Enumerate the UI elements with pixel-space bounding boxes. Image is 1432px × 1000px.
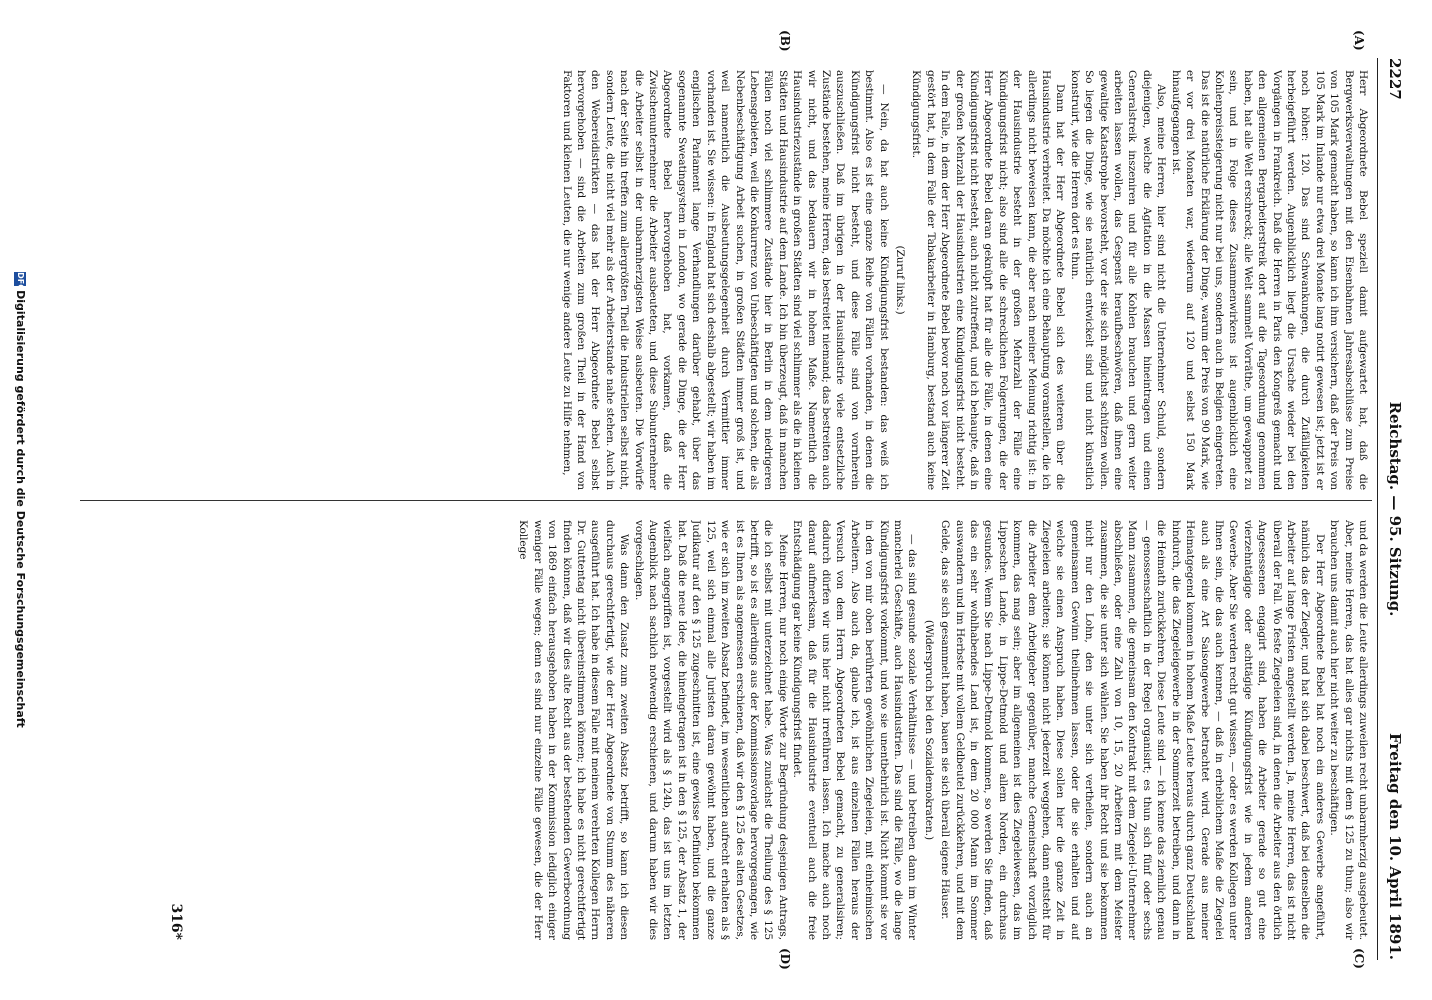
paragraph: Was dann den Zusatz zum zweiten Absatz betrifft, so kann ich diesen durchaus gerechtfertigt, wie der Herr Abgeordnete von Stumm des näheren ausgeführt hat. Ich habe in diesem Falle mit meinem verehrten Kollegen Herrn Dr. Guttentag nicht übereinstimmen können; ich habe es nicht gerechtfertigt finden können, daß wir dies alte Recht aus der bestehenden Gewerbeordnung von 1869 einfach herausgehoben haben in der Kommission lediglich einiger weniger Fälle wegen; denn es sind nur einzelne Fälle gewesen, die der Herr Kollege [517,520,631,940]
right-column [190,520,1370,940]
digitization-text: Digitalisierung gefördert durch die Deutsche Forschungsgemeinschaft [14,290,27,728]
page-header [1382,58,1404,960]
left-column [190,70,1370,490]
paragraph: Also, meine Herren, hier sind nicht die Unternehmer Schuld, sondern diejenigen, welche die Agitation in die Massen hineintragen und einen Generalstreik inszeniren und für alle Kohlen brauchen und gern weiter arbeiten lassen wollen, das Gespenst heraufbeschwören, daß ihnen eine gewaltige Katastrophe bevorsteht, vor der sie sich möglichst schützen wollen. So liegen die Dinge, wie sie natürlich entwickelt sind und nicht künstlich konstruirt, wie die Herren dort es thun. [1068,70,1168,490]
column-divider [80,500,1372,501]
margin-marker-a: (A) [1352,30,1366,51]
session-date: Freitag den 10. April 1891. [1386,733,1404,960]
signature-mark: 316* [168,903,184,940]
paragraph: Dann hat der Herr Abgeordnete Bebel sich des weiteren über die Hausindustrie verbreitet. Da möchte ich eine Behauptung voranstellen, die ich allerdings nicht beweisen kann, die aber nach meiner Meinung richtig ist: in der Hausindustrie besteht in der großen Mehrzahl der Fälle eine Kündigungsfrist nicht; also sind alle die schrecklichen Folgerungen, die der Herr Abgeordnete Bebel daran geknüpft hat für alle die Fälle, in denen eine Kündigungsfrist nicht besteht, auch nicht zutreffend, und ich behaupte, daß in der großen Mehrzahl der Hausindustrien eine Kündigungsfrist nicht besteht. In dem Falle, in dem der Herr Abgeordnete Bebel bevor noch vor längerer Zeit gestört hat, in dem Falle der Tabakarbeiter in Hamburg, bestand auch keine Kündigungsfrist. [910,70,1067,490]
paragraph: — Nein, da hat auch keine Kündigungsfrist bestanden: das weiß ich bestimmt. Also es ist eine ganze Reihe von Fällen vorhanden, in denen die Kündigungsfrist nicht besteht, und diese Fälle sind von vornherein auszuschließen. Daß im übrigen in der Hausindustrie viele entsetzliche Zustände bestehen, meine Herren, das bestreitet niemand; das bestreiten auch wir nicht, und das bedauern wir in hohem Maße. Namentlich die Hausindustriezustände in großen Städten sind viel schlimmer als die in kleinen Städten und Hausindustrie auf dem Lande. Ich bin überzeugt, daß in manchen Fällen noch viel schlimmere Zustände hier in Berlin in dem niedrigeren Lebensgebieten, weil die Konkurrenz von Unbeschäftigten und solchen, die als Nebenbeschäftigung Arbeit suchen, in großen Städten immer groß ist, und weil namentlich die Ausbeutungsgelegenheit durch Vermittler immer vorhanden ist. Sie wissen: in England hat sich deshalb abgestellt; wir haben im englischen Parlament lange Verhandlungen darüber gehabt, über das sogenannte Sweatingsystem in London, wo gerade die Dinge, die der Herr Abgeordnete Bebel hervorgehoben hat, vorkamen, daß die Zwischenunternehmer die Arbeiter ausbeuteten, und diese Subunternehmer die Arbeiter selbst in der unbarmherzigsten Weise ausbeuten. Die Vorwürfe nach der Seite hin treffen zum allergrößten Theil die Industriellen selbst nicht, sondern Leute, die nicht viel mehr als der Arbeiterstande nahe stehen. Auch in den Webereidistrikten — das hat der Herr Abgeordnete Bebel selbst hervorgehoben — sind die Arbeiten zum großen Theil in der Hand von Faktoren und kleinen Leuten, die nur wenige andere Leute zu Hilfe nehmen, [560,70,890,490]
paragraph: — das sind gesunde soziale Verhältnisse — und betreiben dann im Winter mancherlei Geschäfte, auch Hausindustrien. Das sind die Fälle, wo die lange Kündigungsfrist vorkommt, und wo sie unentbehrlich ist. Nicht kommt sie vor in den von mir oben berührten gewöhnlichen Ziegeleien, mit einheimischen Arbeitern. Also auch da, glaube ich, ist aus einzelnen Fällen heraus der Versuch von dem Herrn Abgeordneten Bebel gemacht, zu generalisiren; dadurch dürfen wir uns hier nicht irreführen lassen. Ich mache auch noch darauf aufmerksam, daß für die Hausindustrie eventuell auch die freie Entschädigung gar keine Kündigungsfrist findet. [791,520,919,940]
interjection: (Widerspruch bei den Sozialdemokraten.) [922,619,935,841]
margin-marker-d: (D) [778,948,792,970]
paragraph: Der Herr Abgeordnete Bebel hat noch ein anderes Gewerbe angeführt, nämlich das der Ziegler, und hat sich dabei beschwert, daß bei denselben die Arbeiter auf lange Fristen angestellt werden. Ja, meine Herren, das ist nicht überall der Fall. Wo feste Ziegeleien sind, in denen die Arbeiter aus den örtlich Angesessenen engagirt sind, haben die Arbeiter gerade so gut eine vierzehntägige oder achttägige Kündigungsfrist wie in jedem anderen Gewerbe. Aber Sie werden recht gut wissen, — oder es werden Kollegen unter Ihnen sein, die das auch kennen, — daß in erheblichem Maße die Ziegelei auch als eine Art Saisongewerbe betrachtet wird. Gerade aus meiner Heimatgegend kommen in hohem Maße Leute heraus durch ganz Deutschland hindurch, die das Ziegeleigewerbe in der Sommerzeit betreiben, und dann in die Heimath zurückkehren. Diese Leute sind — ich kenne das ziemlich genau — genossenschaftlich in der Regel organisirt; es thun sich fünf oder sechs Mann zusammen, die gemeinsam den Kontrakt mit dem Ziegelei-Unternehmer abschließen, oder eine Zahl von 10, 15, 20 Arbeitern mit dem Meister zusammen, die sie unter sich wählen. Sie haben ihr Recht und sie bekommen nicht nur den Lohn, den sie unter sich vertheilen, sondern auch an gemeinsamen Gewinn theilnehmen lassen, oder die sie erhalten und auf welche sie einen Anspruch haben. Diese sollen hier die ganze Zeit in Ziegeleien arbeiten; sie können nicht jederzeit weggehen, dann entsteht für die Arbeiter dem Arbeitgeber gegenüber, manche Gemeinschaft vorzüglich kommen, das mag sein; aber im allgemeinen ist dies Ziegeleiwesen, das im Lippeschen Lande, in Lippe-Detmold und allem Norden, ein durchaus gesundes. Wenn Sie nach Lippe-Detmold kommen, so werden Sie finden, daß das ein sehr wohlhabendes Land ist, in dem 20 000 Mann im Sommer auswandern und im Herbste mit vollem Geldbeutel zurückkehren, und mit dem Gelde, das sie sich gesammelt haben, bauen sie sich überall eigene Häuser. [939,520,1326,940]
digitization-credit [14,0,27,1000]
header-rule [1377,58,1378,960]
interjection: (Zuruf links.) [894,245,906,315]
page-number: 2227 [1386,58,1404,100]
paragraph: und da werden die Leute allerdings zuweilen recht unbarmherzig ausgebeutet. Aber, meine Herren, das hat alles gar nichts mit dem § 125 zu thun; also wir brauchen uns damit auch hier nicht weiter zu beschäftigen. [1328,520,1369,940]
session-title: Reichstag. — 95. Sitzung. [1386,401,1404,617]
paragraph: Meine Herren, nur noch einige Worte zur Begründung desjenigen Antrags, die ich selbst mit unterzeichnet habe. Was zunächst die Theilung des § 125 betrifft, so ist es allerdings aus der Kommissionsvorlage hervorgegangen, wie ist es Ihnen als angemessen erschienen, daß wir den § 125 des alten Gesetzes, wie er sich im zweiten Absatz befindet, im wesentlichen aufrecht erhalten als § 125, weil sich einmal alle Juristen daran gewöhnt haben, und die ganze Judikatur auf den § 125 zugeschnitten ist, eine gewisse Definition bekommen hat. Daß die neue Idee, die hineingetragen ist in den § 125, der Absatz 1, der vielfach angegriffen ist, vorgestellt wird als § 124b, das ist uns im letzten Augenblick nach sachlich notwendig erschienen, und darum haben wir dies vorgeschlagen. [632,520,789,940]
dfg-logo-icon: DFG [16,272,25,291]
margin-marker-c: (C) [1352,948,1366,969]
paragraph: Herr Abgeordnete Bebel speziell damit aufgewartet hat, daß die Bergwerksverwaltungen mit den Eisenbahnen Jahresabschlüsse zum Preise von 105 Mark gemacht haben, so kann ich ihm versichern, daß der Preis von 105 Mark im Inlande nur etwa drei Monate lang notirt gewesen ist; jetzt ist er noch höher: 120. Das sind Schwankungen, die durch Zufälligkeiten herbeigeführt werden. Augenblicklich liegt die Ursache wieder bei den Vorgängen in Frankreich. Daß die Herren in Paris den Kongreß gemacht und den allgemeinen Bergarbeiterstreik dort auf die Tagesordnung genommen haben, hat alle Welt erschreckt; alle Welt sammelt Vorräthe, um gewappnet zu sein, und in Folge dieses Zusammenwirkens ist augenblicklich eine Kohlenpreissteigerung nicht nur bei uns, sondern auch in Belgien eingetreten. Das ist die natürliche Erklärung der Dinge, warum der Preis von 90 Mark, wie er vor drei Monaten war, wiederum auf 120 und selbst 150 Mark hinaufgegangen ist. [1169,70,1369,490]
margin-marker-b: (B) [778,30,792,52]
